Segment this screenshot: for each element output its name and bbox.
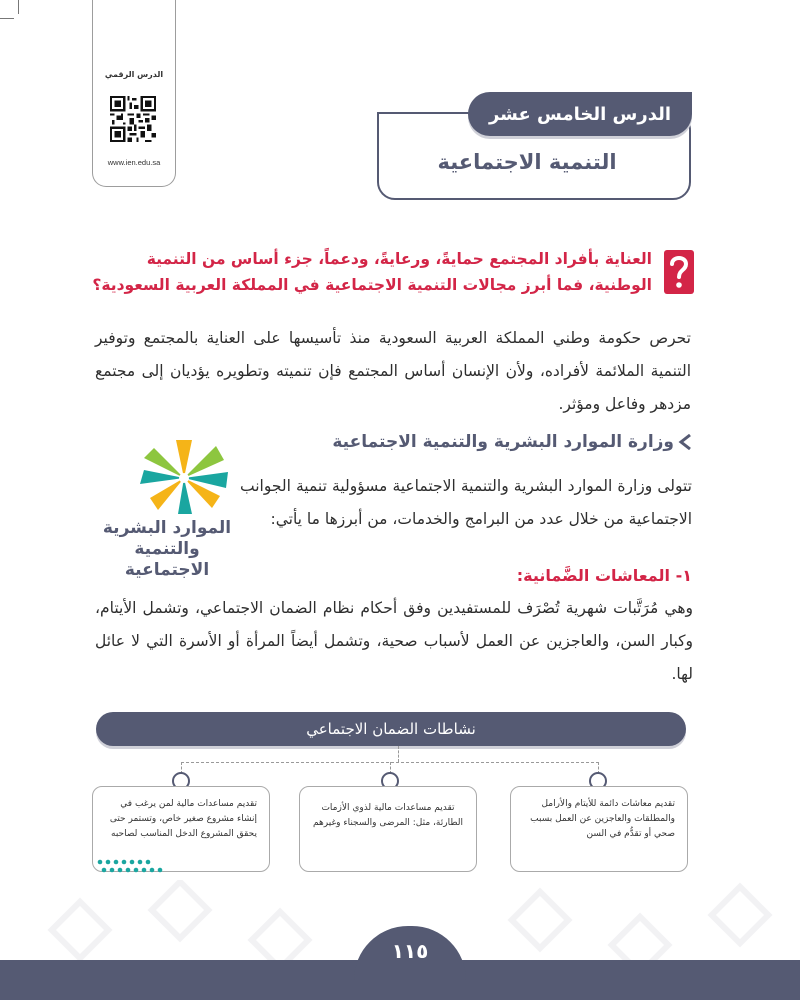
crop-mark xyxy=(18,0,19,14)
page-number: ١١٥ xyxy=(354,926,466,980)
connector-line xyxy=(398,746,399,762)
ministry-paragraph: تتولى وزارة الموارد البشرية والتنمية الاجتماعية مسؤولية تنمية الجوانب الاجتماعية من خلال عدد من البرامج والخدمات، من أبرزها ما يأتي: xyxy=(240,477,692,528)
diagram-title: نشاطات الضمان الاجتماعي xyxy=(96,712,686,746)
crop-mark xyxy=(0,18,14,19)
lesson-number-tab: الدرس الخامس عشر xyxy=(468,92,692,136)
chevron-left-icon xyxy=(678,434,692,450)
activity-card: تقديم مساعدات مالية لمن يرغب في إنشاء مشروع صغير خاص، وتستمر حتى يحقق المشروع الدخل المناسب لصاحبه xyxy=(92,786,270,872)
qr-code-icon[interactable] xyxy=(110,96,156,142)
subheading-pensions: ١- المعاشات الضَّمانية: xyxy=(516,566,692,585)
logo-line-2: والتنمية الاجتماعية xyxy=(124,539,210,580)
ministry-logo-text xyxy=(92,518,242,581)
question-mark-icon xyxy=(664,250,694,294)
digital-lesson-url[interactable]: www.ien.edu.sa xyxy=(107,158,161,167)
activity-card: تقديم مساعدات مالية لذوي الأزمات الطارئة، مثل: المرضى والسجناء وغيرهم xyxy=(299,786,477,872)
pensions-paragraph: وهي مُرَتَّبات شهرية تُصْرَف للمستفيدين وفق أحكام نظام الضمان الاجتماعي، وتشمل الأيتام، وكبار السن، والعاجزين عن العمل لأسباب صحية، وتشمل أيضاً المرأة أو الأسرة التي لا عائل لها. xyxy=(95,599,693,683)
section-heading xyxy=(300,432,692,452)
activity-card: تقديم معاشات دائمة للأيتام والأرامل والمطلقات والعاجزين عن العمل بسبب صحي أو تقدُّم في السن xyxy=(510,786,688,872)
intro-question: العناية بأفراد المجتمع حمايةً، ورعايةً، ودعماً، جزء أساس من التنمية الوطنية، فما أبرز مجالات التنمية الاجتماعية في المملكة العربية السعودية؟ xyxy=(92,250,652,294)
section-heading-text: وزارة الموارد البشرية والتنمية الاجتماعية xyxy=(332,432,674,452)
logo-line-1: الموارد البشرية xyxy=(102,518,232,538)
lesson-title: التنمية الاجتماعية xyxy=(437,150,617,174)
dots-ornament-icon xyxy=(96,856,188,876)
digital-lesson-tab[interactable] xyxy=(92,0,176,187)
intro-paragraph: تحرص حكومة وطني المملكة العربية السعودية منذ تأسيسها على العناية بالمجتمع وتوفير التنمية الملائمة لأفراده، ولأن الإنسان أساس المجتمع فإن تنميته وتطويره يؤديان إلى مجتمع مزدهر وفاعل ومؤثر. xyxy=(95,329,691,413)
digital-lesson-label: الدرس الرقمي xyxy=(104,70,164,79)
